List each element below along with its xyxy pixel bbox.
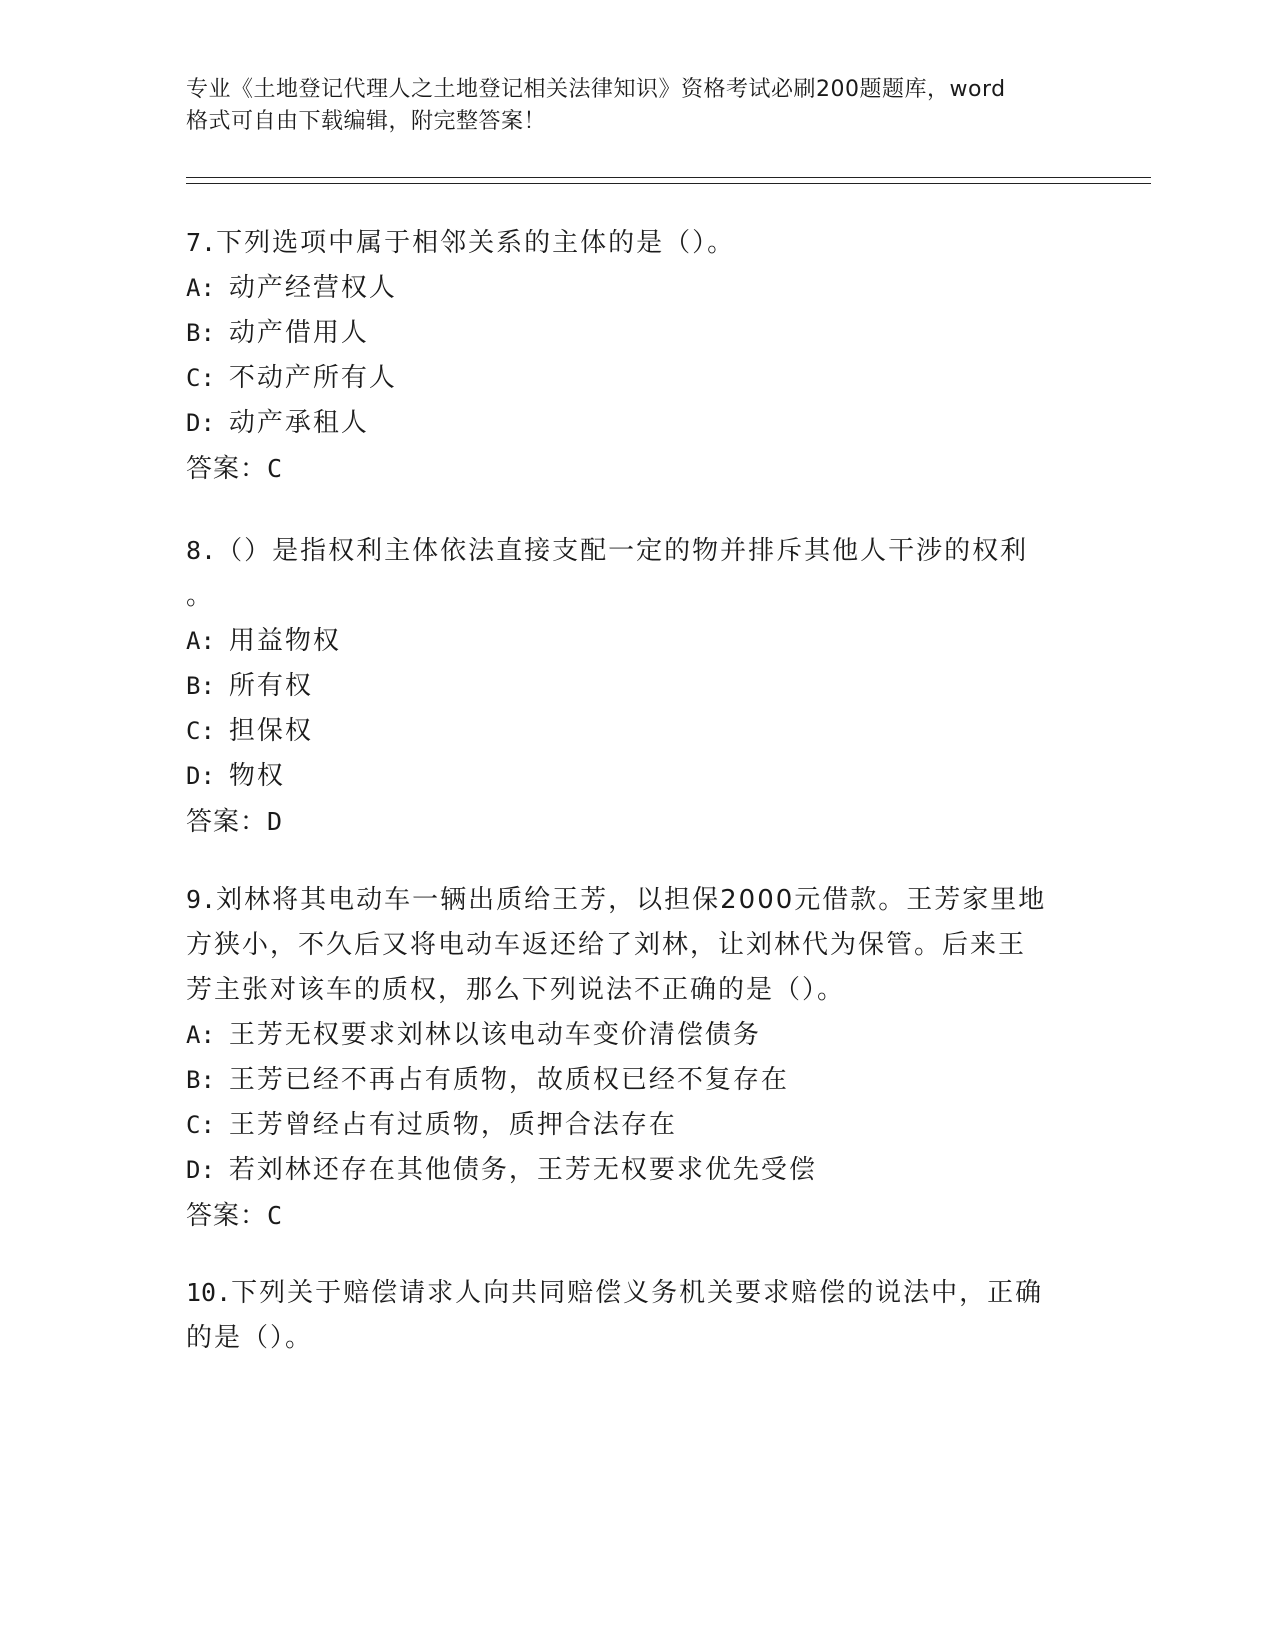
option-letter: B: [186,319,215,347]
option-text: 用益物权 [228,626,341,656]
option-d [186,754,1086,799]
option-text: 所有权 [228,671,313,701]
answer-value: D [267,807,284,836]
option-text: 不动产所有人 [228,363,397,393]
stem-line: 的是（）。 [186,1323,314,1353]
answer-line [186,446,1086,491]
option-letter: A: [186,1021,215,1049]
stem-line-text: 刘林将其电动车一辆出质给王芳，以担保2000元借款。王芳家里地 [216,885,1047,915]
question-stem [186,220,1086,266]
answer-value: C [267,454,284,483]
option-text: 物权 [228,761,285,791]
answer-line [186,1193,1086,1238]
option-text: 若刘林还存在其他债务，王芳无权要求优先受偿 [228,1155,817,1185]
option-a [186,619,1086,664]
option-text: 动产借用人 [228,318,369,348]
option-letter: B: [186,1066,215,1094]
question-number: 10. [186,1278,232,1307]
question-7 [186,220,1086,491]
answer-label: 答案： [186,1201,268,1231]
option-letter: D: [186,1156,215,1184]
question-8 [186,528,1086,844]
stem-line: 方狭小，不久后又将电动车返还给了刘林，让刘林代为保管。后来王 [186,930,1027,960]
stem-line [186,1270,1086,1316]
question-9 [186,877,1086,1238]
stem-line-text: 下列关于赔偿请求人向共同赔偿义务机关要求赔偿的说法中，正确 [231,1278,1044,1308]
option-text: 担保权 [228,716,313,746]
question-number: 9. [186,885,217,914]
option-text: 王芳曾经占有过质物，质押合法存在 [228,1110,677,1140]
stem-line [186,877,1086,923]
stem-line: 。 [186,581,215,611]
question-stem [186,528,1086,619]
option-letter: C: [186,364,215,392]
option-letter: A: [186,627,215,655]
question-stem [186,1270,1086,1361]
option-letter: D: [186,762,215,790]
answer-label: 答案： [186,454,268,484]
option-a [186,1013,1086,1058]
stem-line-text: （）是指权利主体依法直接支配一定的物并排斥其他人干涉的权利 [216,536,1029,566]
stem-line [186,528,1086,574]
option-a [186,266,1086,311]
answer-value: C [267,1201,284,1230]
option-b [186,1058,1086,1103]
option-c [186,709,1086,754]
question-stem [186,877,1086,1013]
option-letter: C: [186,1111,215,1139]
option-d [186,401,1086,446]
option-text: 动产经营权人 [228,273,397,303]
option-b [186,311,1086,356]
header-line-2: 格式可自由下载编辑，附完整答案！ [186,109,547,134]
question-number: 8. [186,536,217,565]
header-divider [186,177,1151,184]
question-10 [186,1270,1086,1361]
answer-line [186,799,1086,844]
option-letter: A: [186,274,215,302]
question-number: 7. [186,228,217,257]
option-c [186,356,1086,401]
option-text: 动产承租人 [228,408,369,438]
document-header [186,74,1086,138]
stem-line: 芳主张对该车的质权，那么下列说法不正确的是（）。 [186,975,846,1005]
option-b [186,664,1086,709]
option-c [186,1103,1086,1148]
stem-line: 下列选项中属于相邻关系的主体的是（）。 [216,228,736,258]
answer-label: 答案： [186,807,268,837]
header-line-1: 专业《土地登记代理人之土地登记相关法律知识》资格考试必刷200题题库，word [186,77,1006,102]
option-letter: D: [186,409,215,437]
option-letter: B: [186,672,215,700]
option-d [186,1148,1086,1193]
option-text: 王芳已经不再占有质物，故质权已经不复存在 [228,1065,789,1095]
option-letter: C: [186,717,215,745]
option-text: 王芳无权要求刘林以该电动车变价清偿债务 [228,1020,761,1050]
